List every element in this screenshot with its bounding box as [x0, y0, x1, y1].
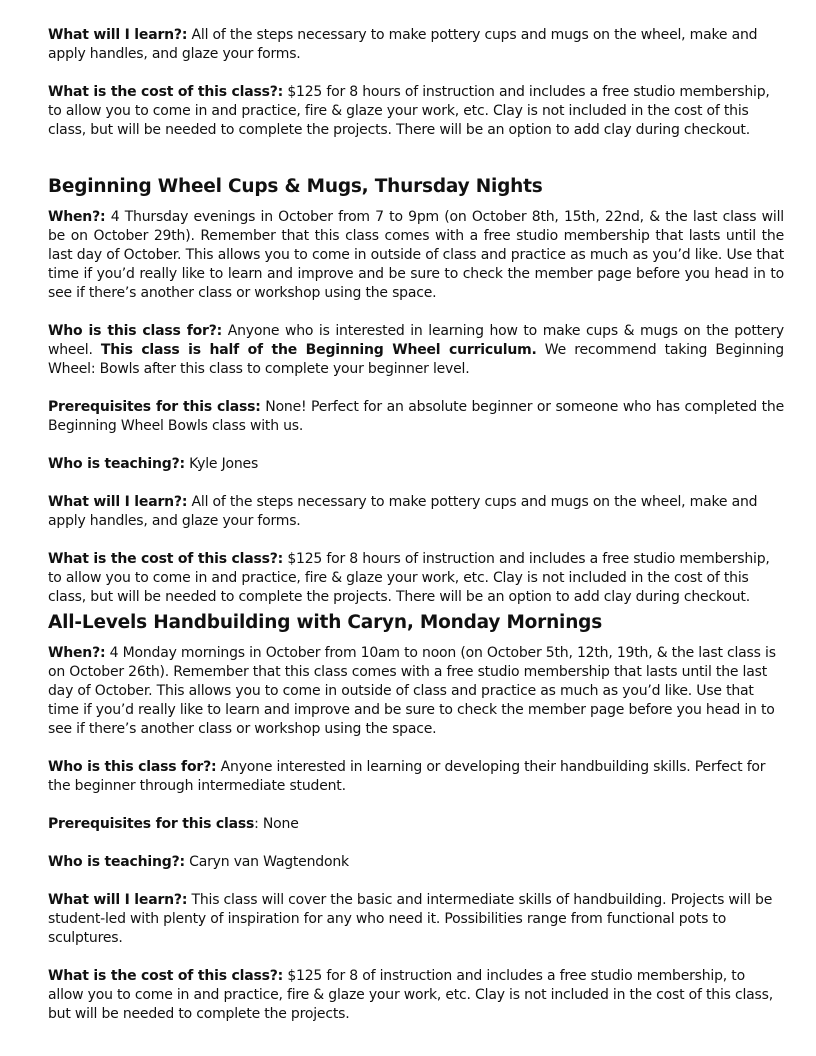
who-label: Who is this class for?: [48, 759, 217, 775]
learn-paragraph [48, 26, 784, 64]
cost-text: $125 for 8 hours of instruction and includes a free studio membership, to allow you to come in and practice, fire & glaze your work, etc. Clay is not included in the cost of this class, but will be needed to complete the projects. There will be an option to add clay during checkout. [48, 551, 770, 605]
learn-label: What will I learn?: [48, 27, 188, 43]
cost-text: $125 for 8 of instruction and includes a free studio membership, to allow you to come in and practice, fire & glaze your work, etc. Clay is not included in the cost of this class, but will be needed to complete the projects. [48, 968, 773, 1022]
when-label: When?: [48, 645, 106, 661]
prereq-text: : None [254, 816, 299, 832]
cost-label: What is the cost of this class?: [48, 551, 284, 567]
cost-text: $125 for 8 hours of instruction and includes a free studio membership, to allow you to come in and practice, fire & glaze your work, etc. Clay is not included in the cost of this class, but will be needed to complete the projects. There will be an option to add clay during checkout. [48, 84, 770, 138]
learn-label: What will I learn?: [48, 494, 188, 510]
teacher-text: Kyle Jones [184, 456, 259, 472]
learn-paragraph [48, 891, 784, 948]
who-paragraph [48, 322, 784, 379]
when-label: When?: [48, 209, 106, 225]
when-paragraph [48, 208, 784, 303]
prereq-label: Prerequisites for this class: [48, 399, 261, 415]
cost-paragraph [48, 967, 784, 1024]
prereq-paragraph [48, 815, 784, 834]
section-heading: Beginning Wheel Cups & Mugs, Thursday Nights [48, 176, 543, 197]
who-text-2: We recommend taking Beginning Wheel: Bowls after this class to complete your beginner level. [48, 342, 784, 377]
who-text: Anyone who is interested in learning how to make cups & mugs on the pottery wheel. [48, 323, 784, 358]
teacher-paragraph [48, 853, 784, 872]
who-paragraph [48, 758, 784, 796]
prereq-paragraph [48, 398, 784, 436]
monday-class-section [48, 610, 784, 1024]
who-text: Anyone interested in learning or developing their handbuilding skills. Perfect for the beginner through intermediate student. [48, 759, 766, 794]
who-bold-note: This class is half of the Beginning Wheel curriculum. [100, 342, 537, 358]
intro-section [48, 26, 784, 140]
learn-text: This class will cover the basic and intermediate skills of handbuilding. Projects will be student-led with plenty of inspiration for any who need it. Possibilities range from functional pots to sculptures. [48, 892, 773, 946]
teacher-text: Caryn van Wagtendonk [184, 854, 349, 870]
learn-label: What will I learn?: [48, 892, 188, 908]
prereq-label: Prerequisites for this class [48, 816, 255, 832]
cost-paragraph [48, 550, 784, 607]
when-text: 4 Monday mornings in October from 10am to noon (on October 5th, 12th, 19th, & the last class is on October 26th). Remember that this class comes with a free studio membership that lasts until the last day of October. This allows you to come in outside of class and practice as much as you’d like. Use that time if you’d really like to learn and improve and be sure to check the member page before you head in to see if there’s another class or workshop using the space. [48, 645, 776, 737]
teacher-label: Who is teaching?: [48, 854, 185, 870]
thursday-class-section [48, 174, 784, 607]
learn-paragraph [48, 493, 784, 531]
when-paragraph [48, 644, 784, 739]
cost-label: What is the cost of this class?: [48, 968, 284, 984]
who-label: Who is this class for?: [48, 323, 223, 339]
teacher-label: Who is teaching?: [48, 456, 185, 472]
learn-text: All of the steps necessary to make pottery cups and mugs on the wheel, make and apply handles, and glaze your forms. [48, 27, 758, 62]
section-heading: All-Levels Handbuilding with Caryn, Monday Mornings [48, 612, 603, 633]
teacher-paragraph [48, 455, 784, 474]
cost-paragraph [48, 83, 784, 140]
learn-text: All of the steps necessary to make pottery cups and mugs on the wheel, make and apply handles, and glaze your forms. [48, 494, 758, 529]
cost-label: What is the cost of this class?: [48, 84, 284, 100]
prereq-text: None! Perfect for an absolute beginner or someone who has completed the Beginning Wheel Bowls class with us. [48, 399, 784, 434]
when-text: 4 Thursday evenings in October from 7 to 9pm (on October 8th, 15th, 22nd, & the last class will be on October 29th). Remember that this class comes with a free studio membership that lasts until the last day of October. This allows you to come in outside of class and practice as much as you’d like. Use that time if you’d really like to learn and improve and be sure to check the member page before you head in to see if there’s another class or workshop using the space. [48, 209, 784, 301]
